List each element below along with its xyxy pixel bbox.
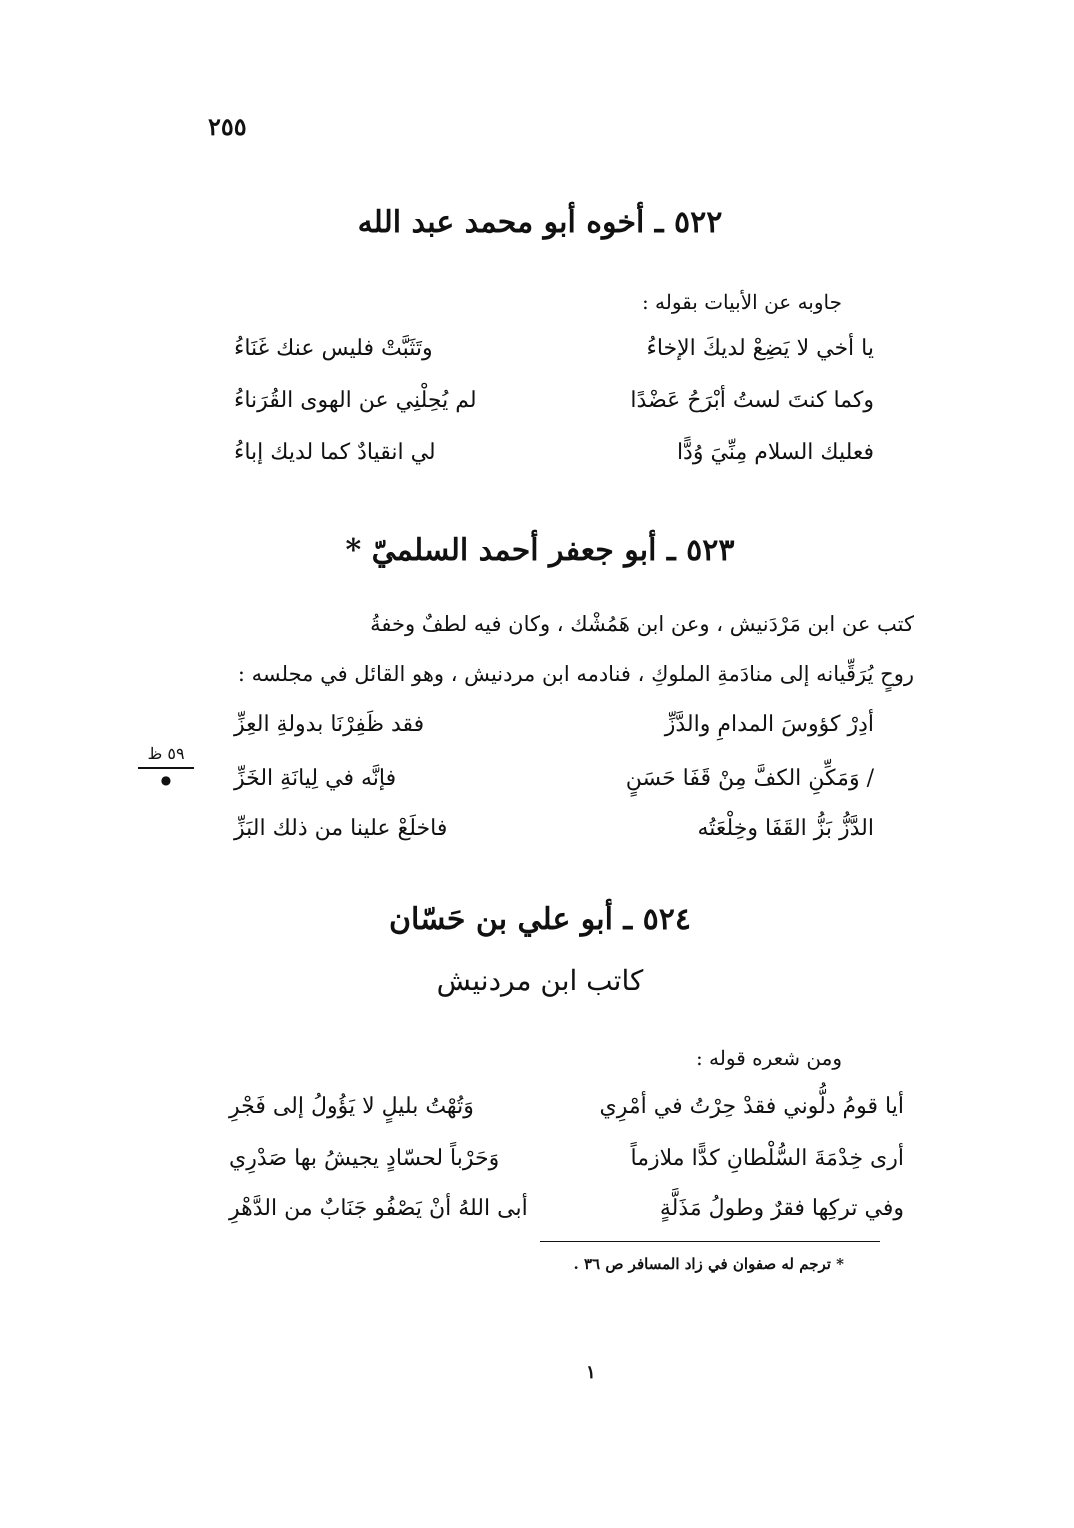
entry-heading-522: ٥٢٢ ـ أخوه أبو محمد عبد الله [357,205,723,240]
margin-dot-icon: ● [160,773,172,787]
verse-hemistich-2: وتَثَبَّتْ فليس عنك غَنَاءُ [234,336,433,361]
verse-line [234,336,874,376]
entry-subheading-524: كاتب ابن مردنيش [436,964,644,997]
verse-hemistich-2: لي انقيادٌ كما لديك إباءُ [234,440,436,465]
verse-hemistich-1: يا أخي لا يَضِعْ لديكَ الإخاءُ [646,336,874,361]
verse-line [229,1094,904,1134]
footnote: * ترجم له صفوان في زاد المسافر ص ٣٦ . [573,1255,844,1273]
verse-hemistich-1: وكما كنتَ لستُ أبْرَحُ عَضْدًا [630,388,874,413]
verse-hemistich-1: الدَّزُّ بَزُّ القَفَا وخِلْعَتُه [697,816,874,841]
verse-line [234,712,874,752]
margin-folio-note [138,744,194,787]
footnote-rule [540,1241,880,1242]
entry-intro-522: جاوبه عن الأبيات بقوله : [641,290,842,314]
verse-hemistich-1: وفي تركِها فقرٌ وطولُ مَذَلَّةٍ [659,1196,904,1221]
margin-folio-label: ٥٩ ظ [147,744,185,763]
entry-heading-524: ٥٢٤ ـ أبو علي بن حَسّان [388,902,692,937]
entry-prose-line: روحٍ يُرَقِّيانه إلى منادَمةِ الملوكِ ، فنادمه ابن مردنيش ، وهو القائل في مجلسه : [237,662,914,686]
verse-hemistich-1: / وَمَكِّنِ الكفَّ مِنْ قَفَا حَسَنٍ [625,766,874,791]
verse-hemistich-1: أيا قومُ دلُّوني فقدْ حِرْتُ في أمْرِي [599,1094,904,1119]
verse-hemistich-2: وَحَرْباً لحسّادٍ يجيشُ بها صَدْرِي [229,1146,500,1171]
verse-line [229,1196,904,1236]
entry-heading-523: ٥٢٣ ـ أبو جعفر أحمد السلميّ * [345,533,735,568]
verse-hemistich-2: فإنَّه في لِيانَةِ الخَزِّ [234,766,397,791]
verse-hemistich-1: فعليك السلام مِنِّيَ وُدًّا [676,440,874,465]
entry-prose-line: كتب عن ابن مَرْدَنيش ، وعن ابن هَمُشْك ، وكان فيه لطفٌ وخفةُ [370,612,914,636]
verse-hemistich-2: وَتُهْتُ بليلٍ لا يَؤُولُ إلى فَجْرِ [229,1094,474,1119]
verse-line [234,816,874,856]
verse-hemistich-2: فاخلَعْ علينا من ذلك البَزِّ [234,816,448,841]
verse-line [234,388,874,428]
verse-hemistich-2: فقد ظَفِرْنَا بدولةِ العِزِّ [234,712,425,737]
entry-intro-524: ومن شعره قوله : [695,1046,842,1070]
verse-hemistich-1: أدِرْ كؤوسَ المدامِ والدَّزِّ [664,712,874,737]
signature-mark: ١ [586,1362,596,1383]
margin-divider [138,767,194,769]
verse-hemistich-2: لم يُحِلْنِي عن الهوى القُرَناءُ [234,388,477,413]
page-number: ٢٥٥ [208,112,247,141]
verse-hemistich-1: أرى خِدْمَةَ السُّلْطانِ كدًّا ملازماً [630,1146,904,1171]
verse-line [234,766,874,806]
verse-hemistich-2: أبى اللهُ أنْ يَصْفُو جَنَابٌ من الدَّهْرِ [229,1196,528,1221]
verse-line [234,440,874,480]
verse-line [229,1146,904,1186]
